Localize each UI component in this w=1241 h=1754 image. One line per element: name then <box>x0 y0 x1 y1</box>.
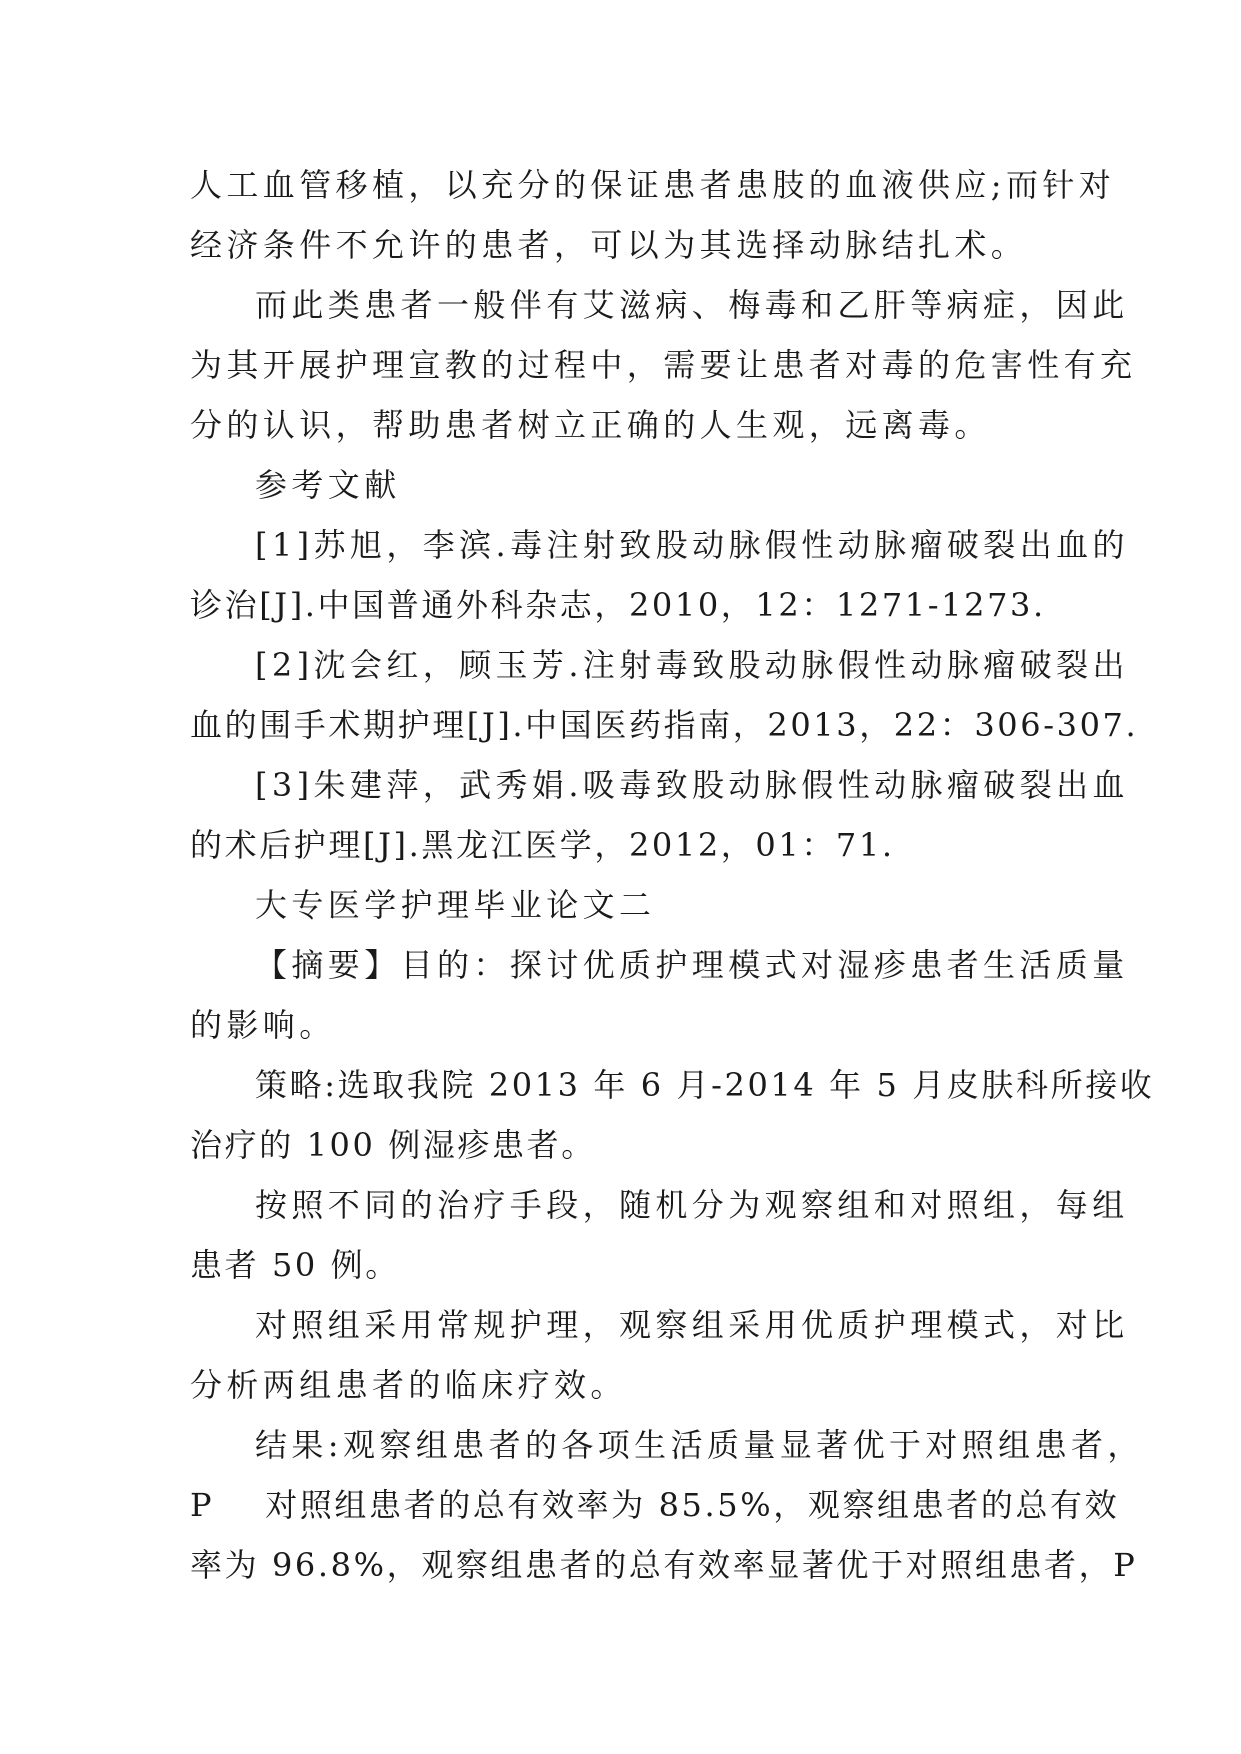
body-text-line: 策略:选取我院 2013 年 6 月-2014 年 5 月皮肤科所接收 <box>255 1066 1155 1104</box>
body-text-line: 人工血管移植，以充分的保证患者患肢的血液供应;而针对 <box>190 166 1116 204</box>
body-text-line: 分的认识，帮助患者树立正确的人生观，远离毒。 <box>190 406 991 444</box>
reference-item: 血的围手术期护理[J].中国医药指南，2013，22：306-307. <box>190 706 1139 744</box>
body-text-line: 分析两组患者的临床疗效。 <box>190 1366 627 1404</box>
reference-item: [3]朱建萍，武秀娟.吸毒致股动脉假性动脉瘤破裂出血 <box>255 766 1129 804</box>
reference-item: 诊治[J].中国普通外科杂志，2010，12：1271-1273. <box>190 586 1046 624</box>
body-text-line: 治疗的 100 例湿疹患者。 <box>190 1126 596 1164</box>
body-text-line: 而此类患者一般伴有艾滋病、梅毒和乙肝等病症，因此 <box>255 286 1129 324</box>
abstract-text-line: 【摘要】目的：探讨优质护理模式对湿疹患者生活质量 <box>255 946 1129 984</box>
body-text-line: 按照不同的治疗手段，随机分为观察组和对照组，每组 <box>255 1186 1129 1224</box>
references-heading: 参考文献 <box>255 466 401 504</box>
body-text-line: 为其开展护理宣教的过程中，需要让患者对毒的危害性有充 <box>190 346 1137 384</box>
reference-item: [2]沈会红，顾玉芳.注射毒致股动脉假性动脉瘤破裂出 <box>255 646 1129 684</box>
body-text-line: 经济条件不允许的患者，可以为其选择动脉结扎术。 <box>190 226 1028 264</box>
section-title: 大专医学护理毕业论文二 <box>255 886 656 924</box>
body-text-line: 对照组采用常规护理，观察组采用优质护理模式，对比 <box>255 1306 1129 1344</box>
body-text-line: 结果:观察组患者的各项生活质量显著优于对照组患者， <box>255 1426 1144 1464</box>
reference-item: 的术后护理[J].黑龙江医学，2012，01：71. <box>190 826 895 864</box>
body-text-line: 患者 50 例。 <box>190 1246 400 1284</box>
reference-item: [1]苏旭，李滨.毒注射致股动脉假性动脉瘤破裂出血的 <box>255 526 1129 564</box>
body-text-line: 率为 96.8%，观察组患者的总有效率显著优于对照组患者，P <box>190 1546 1138 1584</box>
abstract-text-line: 的影响。 <box>190 1006 336 1044</box>
body-text-line: P 对照组患者的总有效率为 85.5%，观察组患者的总有效 <box>190 1486 1120 1524</box>
